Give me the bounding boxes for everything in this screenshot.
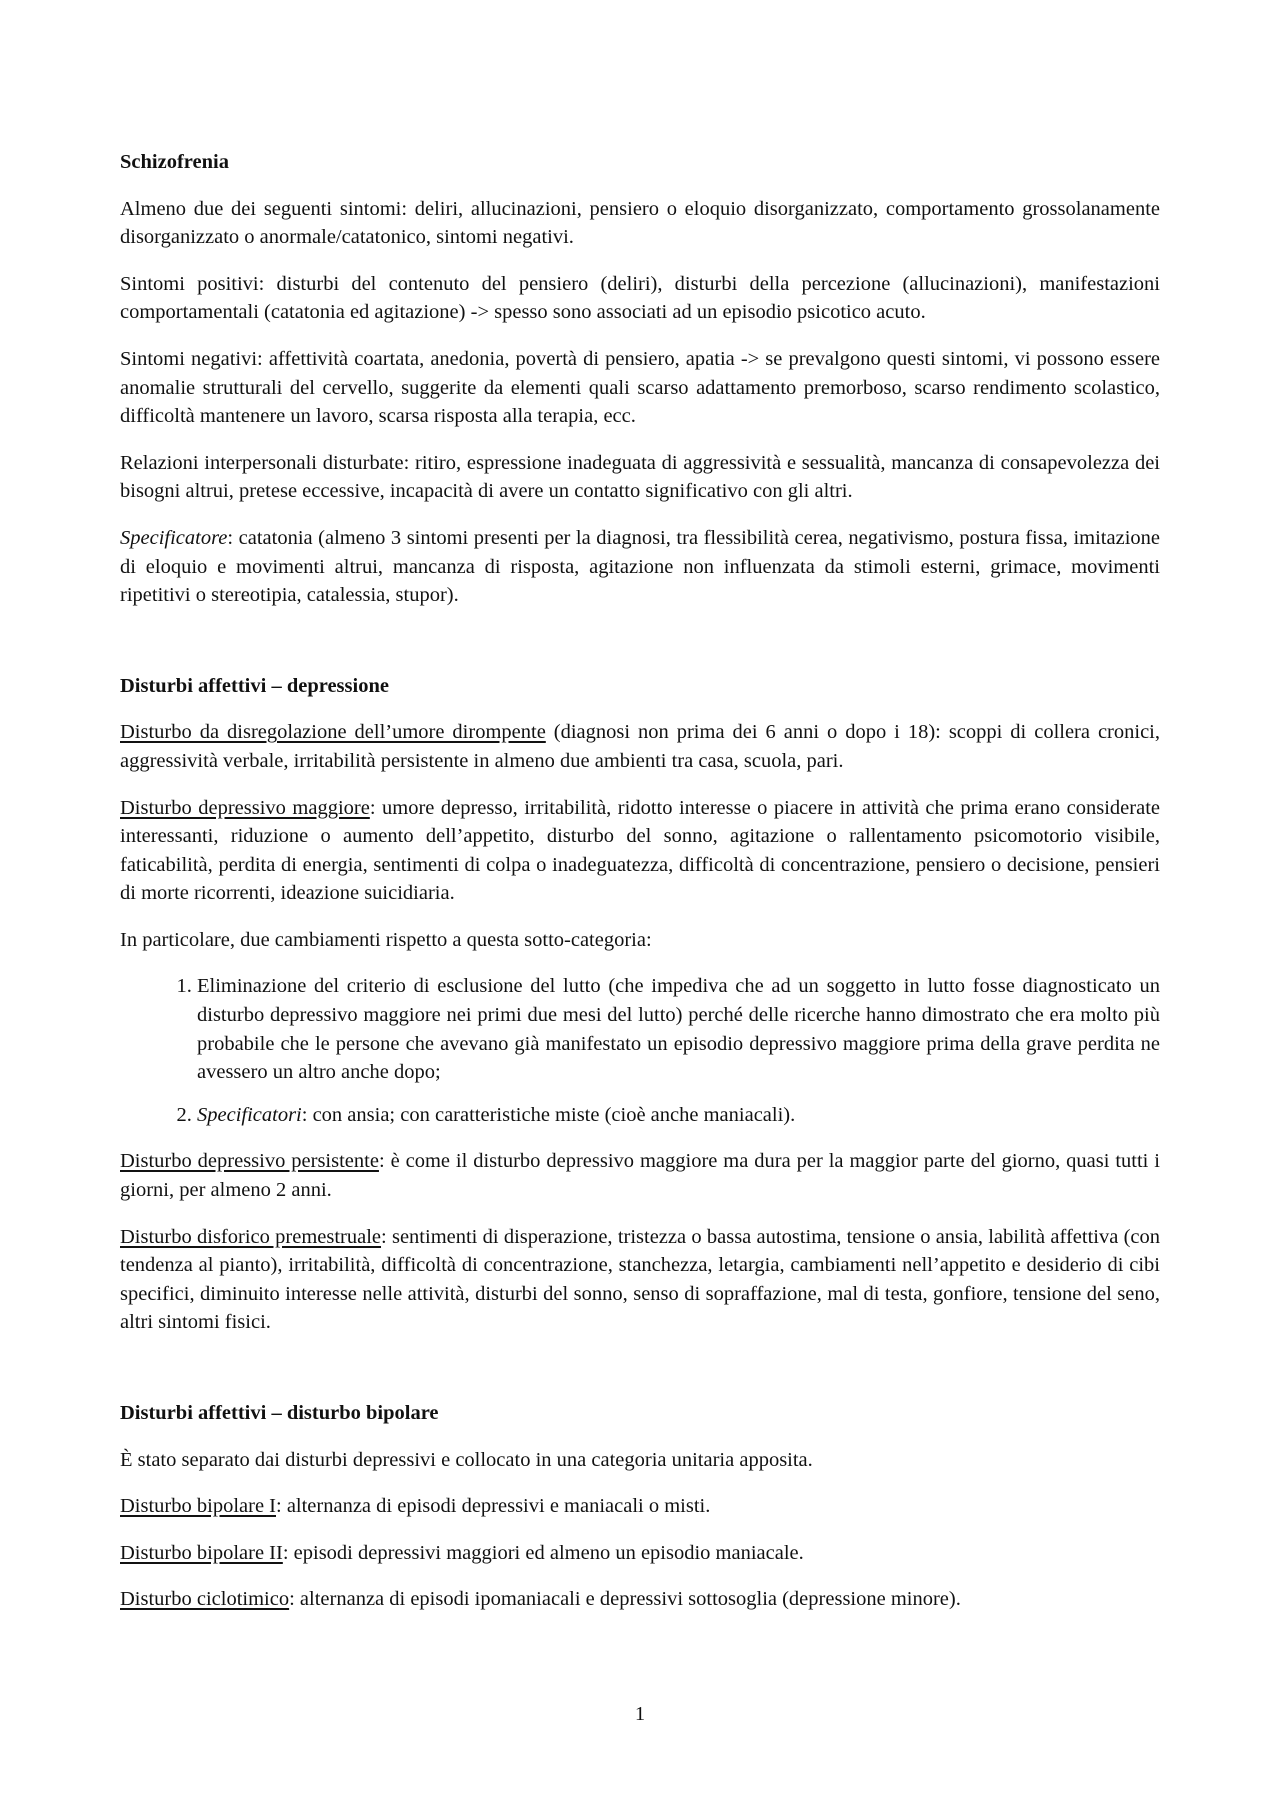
term-underlined: Disturbo depressivo maggiore [120,796,370,819]
term-italic: Specificatore [120,526,228,549]
paragraph: Sintomi negativi: affettività coartata, anedonia, povertà di pensiero, apatia -> se prevalgono questi sintomi, vi possono essere anomalie strutturali del cervello, suggerite da elementi quali scarso adattamento premorboso, scarso rendimento scolastico, difficoltà mantenere un lavoro, scarsa risposta alla terapia, ecc. [120,347,1160,428]
paragraph-text: : alternanza di episodi depressivi e maniacali o misti. [276,1495,711,1518]
paragraph [120,1223,1160,1337]
paragraph: In particolare, due cambiamenti rispetto a questa sotto-categoria: [120,928,652,951]
paragraph: È stato separato dai disturbi depressivi e collocato in una categoria unitaria apposita. [120,1448,813,1471]
paragraph: Almeno due dei seguenti sintomi: deliri, allucinazioni, pensiero o eloquio disorganizzato, comportamento grossolanamente disorganizzato o anormale/catatonico, sintomi negativi. [120,197,1160,249]
list-item [197,1101,1160,1130]
paragraph-text: : alternanza di episodi ipomaniacali e depressivi sottosoglia (depressione minore). [289,1588,961,1611]
paragraph-text: : catatonia (almeno 3 sintomi presenti per la diagnosi, tra flessibilità cerea, negativismo, postura fissa, imitazione di eloquio e movimenti altrui, mancanza di risposta, agitazione non influenzata da stimoli esterni, grimace, movimenti ripetitivi o stereotipia, catalessia, stupor). [120,526,1160,607]
section-title-bipolare: Disturbi affettivi – disturbo bipolare [120,1402,439,1424]
paragraph-text: : umore depresso, irritabilità, ridotto interesse o piacere in attività che prima erano considerate interessanti, riduzione o aumento dell’appetito, disturbo del sonno, agitazione o rallentamento psicomotorio visibile, faticabilità, perdita di energia, sentimenti di colpa o inadeguatezza, difficoltà di concentrazione, pensiero o decisione, pensieri di morte ricorrenti, ideazione suicidiaria. [120,796,1160,905]
paragraph-text: : sentimenti di disperazione, tristezza o bassa autostima, tensione o ansia, labilità affettiva (con tendenza al pianto), irritabilità, difficoltà di concentrazione, stanchezza, letargia, cambiamenti nell’appetito e desiderio di cibi specifici, diminuito interesse nelle attività, disturbi del sonno, senso di sopraffazione, mal di testa, gonfiore, tensione del seno, altri sintomi fisici. [120,1225,1161,1334]
term-underlined: Disturbo bipolare I [120,1495,276,1518]
section-title-depressione: Disturbi affettivi – depressione [120,674,389,697]
list-item: 1. Eliminazione del criterio di esclusione del lutto (che impediva che ad un soggetto in lutto fosse diagnosticato un disturbo depressivo maggiore nei primi due mesi del lutto) perché delle ricerche hanno dimostrato che era molto più probabile che le persone che avevano già manifestato un episodio depressivo maggiore prima della grave perdita ne avessero un altro anche dopo; [197,972,1160,1086]
paragraph [120,794,1160,908]
term-italic: Specificatori [197,1103,302,1126]
term-underlined: Disturbo depressivo persistente [120,1150,379,1173]
term-underlined: Disturbo bipolare II [120,1541,283,1564]
paragraph [120,1539,1160,1568]
list-item-text: : con ansia; con caratteristiche miste (cioè anche maniacali). [301,1103,796,1126]
paragraph-text: : episodi depressivi maggiori ed almeno un episodio maniacale. [282,1541,804,1564]
numbered-list [120,972,1160,1129]
term-underlined: Disturbo ciclotimico [120,1588,290,1611]
paragraph: Sintomi positivi: disturbi del contenuto del pensiero (deliri), disturbi della percezione (allucinazioni), manifestazioni comportamentali (catatonia ed agitazione) -> spesso sono associati ad un episodio psicotico acuto. [120,272,1160,324]
paragraph: Relazioni interpersonali disturbate: ritiro, espressione inadeguata di aggressività e sessualità, mancanza di consapevolezza dei bisogni altrui, pretese eccessive, incapacità di avere un contatto significativo con gli altri. [120,451,1160,503]
term-underlined: Disturbo disforico premestruale [120,1225,382,1248]
page-number: 1 [634,1703,646,1725]
paragraph-text: : è come il disturbo depressivo maggiore ma dura per la maggior parte del giorno, quasi tutti i giorni, per almeno 2 anni. [120,1150,1160,1202]
paragraph [120,1585,1160,1614]
term-underlined: Disturbo da disregolazione dell’umore dirompente [120,721,546,744]
paragraph-text: (diagnosi non prima dei 6 anni o dopo i 18): scoppi di collera cronici, aggressività verbale, irritabilità persistente in almeno due ambienti tra casa, scuola, pari. [120,721,1160,772]
page-content [120,148,1160,1632]
paragraph [120,524,1160,610]
paragraph [120,1147,1160,1204]
paragraph [120,1492,1160,1521]
section-title-schizofrenia: Schizofrenia [120,151,229,173]
paragraph [120,718,1160,775]
